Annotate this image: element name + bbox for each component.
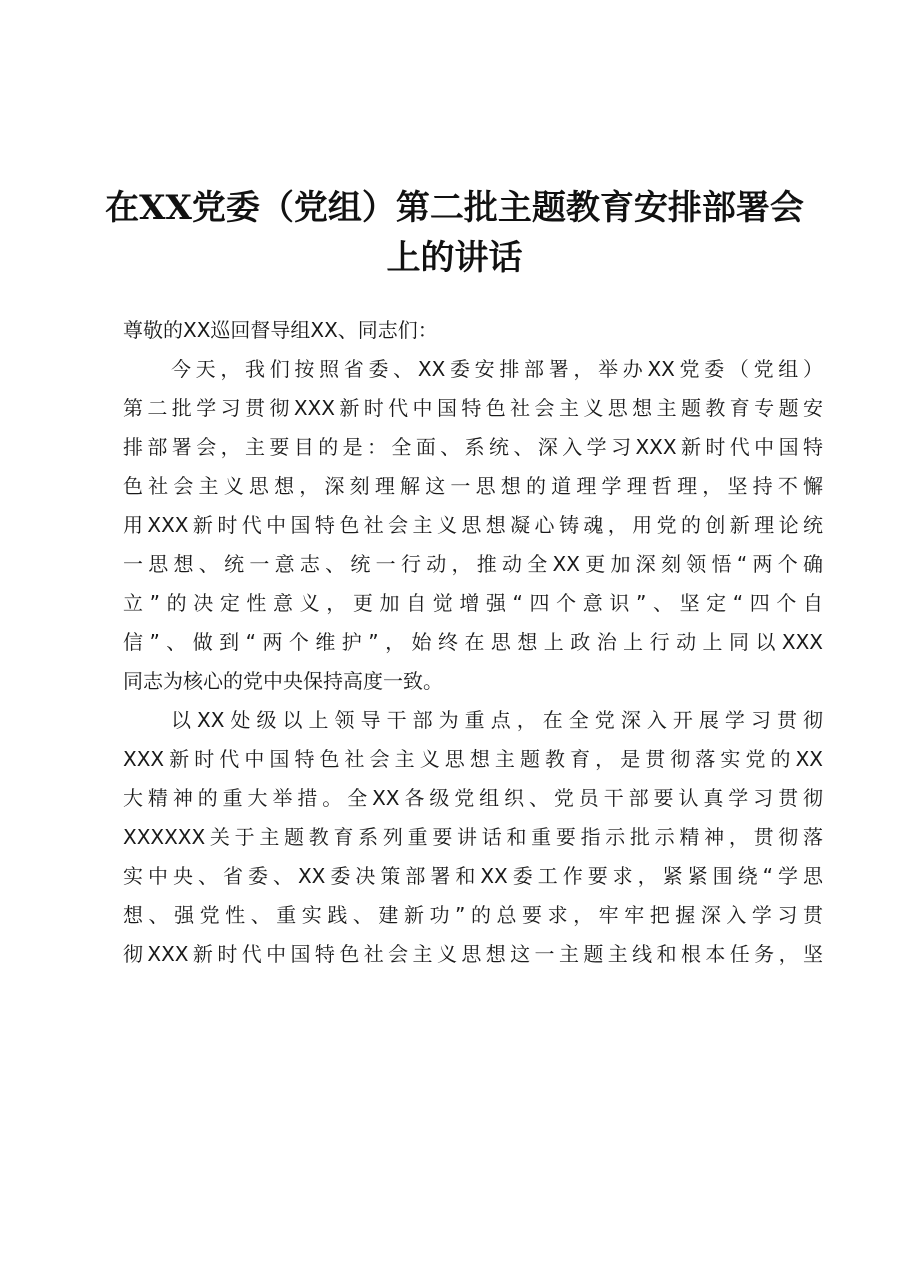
paragraph-1 bbox=[123, 350, 823, 701]
paragraph-line: 排部署会，主要目的是：全面、系统、深入学习XXX新时代中国特 bbox=[123, 435, 823, 459]
paragraph-line: 色社会主义思想，深刻理解这一思想的道理学理哲理，坚持不懈 bbox=[123, 474, 823, 498]
paragraph-line: 信”、做到“两个维护”，始终在思想上政治上行动上同以XXX bbox=[123, 630, 823, 654]
document-title bbox=[100, 183, 809, 283]
document-body bbox=[123, 311, 823, 974]
paragraph-line: 彻XXX新时代中国特色社会主义思想这一主题主线和根本任务，坚 bbox=[123, 942, 823, 966]
paragraph-line: 第二批学习贯彻XXX新时代中国特色社会主义思想主题教育专题安 bbox=[123, 396, 823, 420]
title-line-2: 上的讲话 bbox=[386, 238, 523, 278]
paragraph-line: XXX新时代中国特色社会主义思想主题教育，是贯彻落实党的XX bbox=[123, 747, 823, 771]
paragraph-line: 想、强党性、重实践、建新功”的总要求，牢牢把握深入学习贯 bbox=[123, 903, 823, 927]
paragraph-line: 同志为核心的党中央保持高度一致。 bbox=[123, 669, 443, 693]
paragraph-line: 一思想、统一意志、统一行动，推动全XX更加深刻领悟“两个确 bbox=[123, 552, 823, 576]
paragraph-line: XXXXXX关于主题教育系列重要讲话和重要指示批示精神，贯彻落 bbox=[123, 825, 823, 849]
title-line-1: 在XX党委（党组）第二批主题教育安排部署会 bbox=[105, 188, 804, 228]
paragraph-line: 以XX处级以上领导干部为重点，在全党深入开展学习贯彻 bbox=[171, 708, 823, 732]
salutation: 尊敬的XX巡回督导组XX、同志们： bbox=[123, 318, 438, 342]
paragraph-line: 大精神的重大举措。全XX各级党组织、党员干部要认真学习贯彻 bbox=[123, 786, 823, 810]
paragraph-line: 今天，我们按照省委、XX委安排部署，举办XX党委（党组） bbox=[171, 357, 823, 381]
paragraph-2 bbox=[123, 701, 823, 974]
paragraph-line: 实中央、省委、XX委决策部署和XX委工作要求，紧紧围绕“学思 bbox=[123, 864, 823, 888]
paragraph-line: 用XXX新时代中国特色社会主义思想凝心铸魂，用党的创新理论统 bbox=[123, 513, 823, 537]
paragraph-line: 立”的决定性意义，更加自觉增强“四个意识”、坚定“四个自 bbox=[123, 591, 823, 615]
